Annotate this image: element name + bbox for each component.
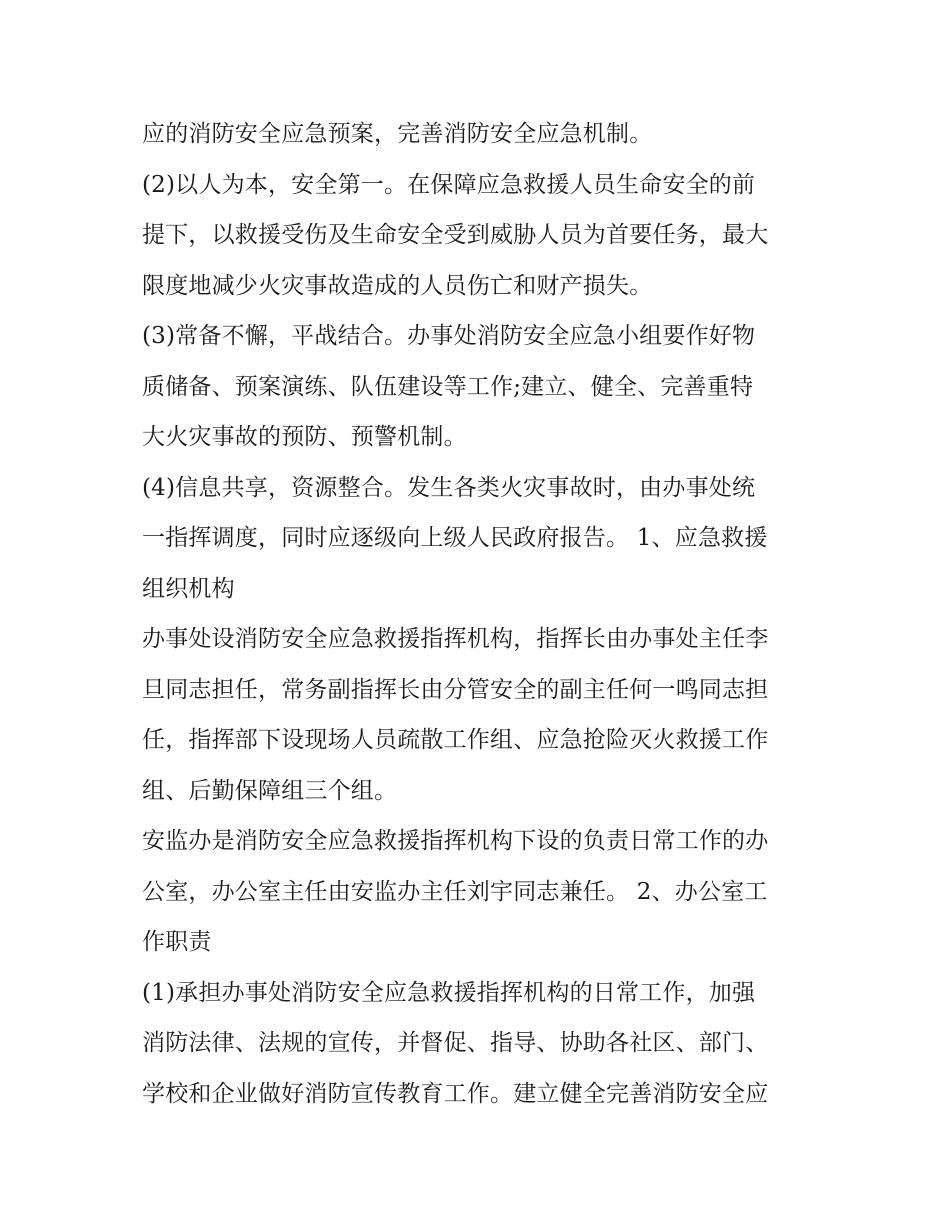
text-line: 限度地减少火灾事故造成的人员伤亡和财产损失。 xyxy=(142,272,653,299)
text-line: (3)常备不懈，平战结合。办事处消防安全应急小组要作好物 xyxy=(142,323,756,349)
text-line: 大火灾事故的预防、预警机制。 xyxy=(142,424,467,450)
text-line: 安监办是消防安全应急救援指挥机构下设的负责日常工作的办 xyxy=(142,828,769,854)
text-line: 旦同志担任，常务副指挥长由分管安全的副主任何一鸣同志担 xyxy=(142,676,769,703)
text-line: (1)承担办事处消防安全应急救援指挥机构的日常工作，加强 xyxy=(142,979,756,1006)
text-line: 质储备、预案演练、队伍建设等工作;建立、健全、完善重特 xyxy=(142,373,754,400)
text-line: 一指挥调度，同时应逐级向上级人民政府报告。 1、应急救援 xyxy=(142,525,768,551)
text-line: 组织机构 xyxy=(142,575,235,602)
text-line: 任，指挥部下设现场人员疏散工作组、应急抢险灭火救援工作 xyxy=(142,727,769,753)
text-line: 组、后勤保障组三个组。 xyxy=(142,777,398,804)
text-line: 公室，办公室主任由安监办主任刘宇同志兼任。 2、办公室工 xyxy=(142,878,768,905)
text-line: 学校和企业做好消防宣传教育工作。建立健全完善消防安全应 xyxy=(142,1080,769,1107)
text-line: 消防法律、法规的宣传，并督促、指导、协助各社区、部门、 xyxy=(142,1030,769,1056)
text-line: 提下，以救援受伤及生命安全受到威胁人员为首要任务，最大 xyxy=(142,222,769,248)
document-body xyxy=(142,109,822,1119)
text-line: (4)信息共享，资源整合。发生各类火灾事故时，由办事处统 xyxy=(142,474,756,501)
text-line: 作职责 xyxy=(142,929,212,955)
text-line: 办事处设消防安全应急救援指挥机构，指挥长由办事处主任李 xyxy=(142,626,769,652)
text-line: 应的消防安全应急预案，完善消防安全应急机制。 xyxy=(142,121,653,147)
text-line: (2)以人为本，安全第一。在保障应急救援人员生命安全的前 xyxy=(142,171,756,198)
